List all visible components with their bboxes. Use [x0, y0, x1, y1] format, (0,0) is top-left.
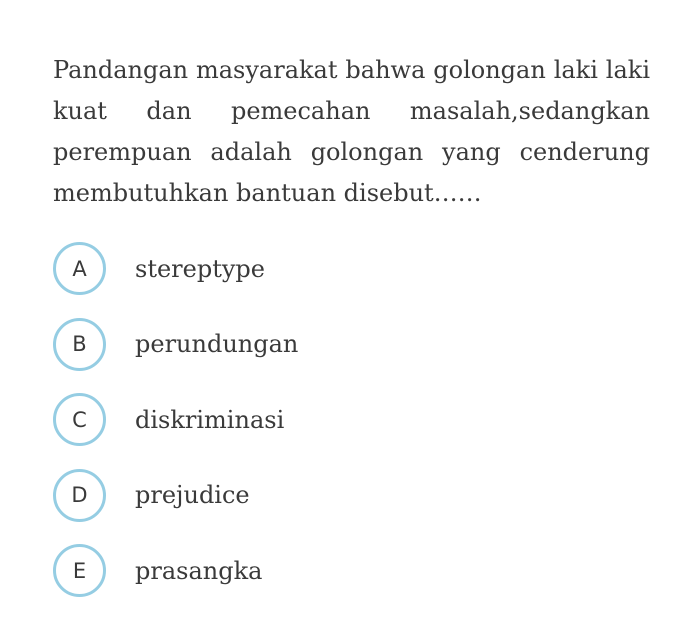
option-label[interactable]: prasangka — [135, 556, 263, 585]
option-letter-badge[interactable]: A — [53, 242, 106, 295]
option-label[interactable]: stereptype — [135, 254, 265, 283]
option-a[interactable] — [53, 242, 653, 295]
option-letter-badge[interactable]: C — [53, 393, 106, 446]
option-b[interactable] — [53, 318, 653, 371]
option-label[interactable]: perundungan — [135, 330, 299, 358]
option-c[interactable] — [53, 393, 653, 446]
option-label[interactable]: diskriminasi — [135, 405, 285, 434]
question-text: Pandangan masyarakat bahwa golongan laki laki kuat dan pemecahan masalah,sedangkan perempuan adalah golongan yang cenderung membutuhkan bantuan disebut…… — [53, 56, 650, 207]
option-letter-badge[interactable]: E — [53, 544, 106, 597]
option-label[interactable]: prejudice — [135, 481, 250, 509]
option-letter-badge[interactable]: B — [53, 318, 106, 371]
option-d[interactable] — [53, 469, 653, 522]
option-e[interactable] — [53, 544, 653, 597]
option-letter-badge[interactable]: D — [53, 469, 106, 522]
answer-options-list — [53, 242, 653, 620]
